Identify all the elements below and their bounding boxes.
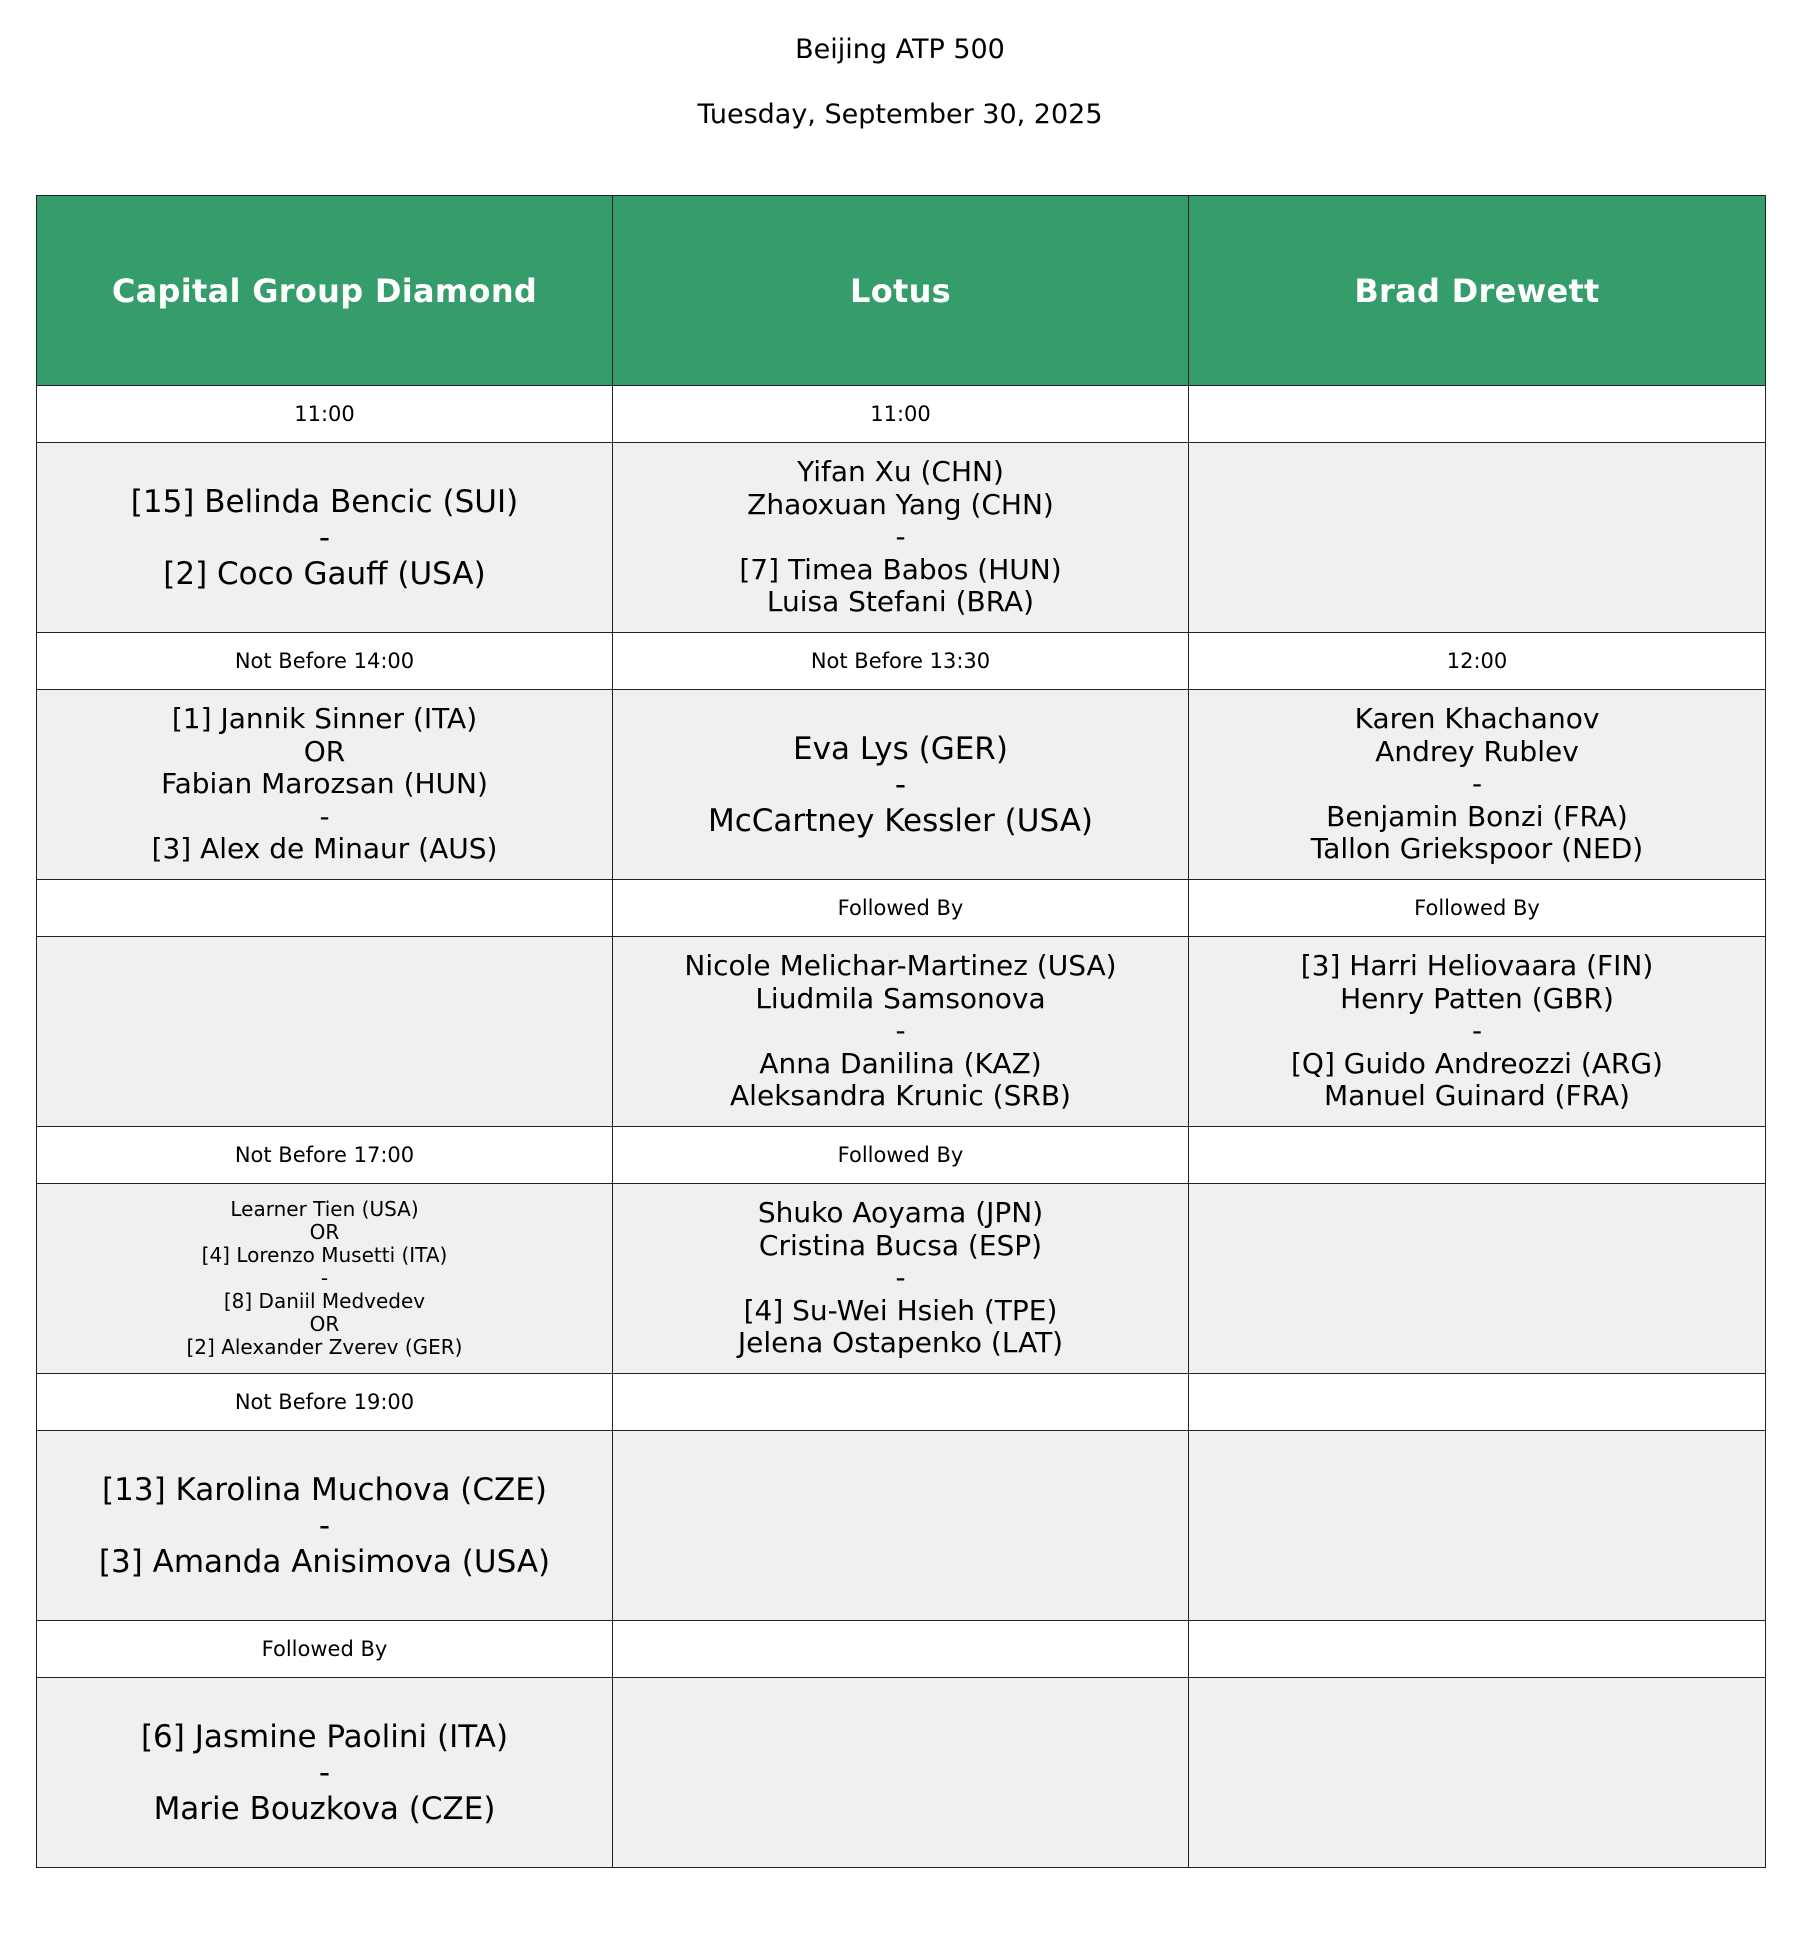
- player-entry: Luisa Stefani (BRA): [766, 585, 1035, 619]
- match-cell: [37, 443, 613, 633]
- player-entry: Zhaoxuan Yang (CHN): [747, 487, 1054, 521]
- versus-separator: -: [1471, 1014, 1483, 1048]
- player-entry: Aleksandra Krunic (SRB): [730, 1079, 1071, 1113]
- versus-separator: -: [320, 1266, 329, 1290]
- match-row: [37, 1678, 1766, 1868]
- time-row: [37, 386, 1766, 443]
- match-time: Not Before 13:30: [613, 633, 1189, 690]
- match-cell: [1189, 443, 1766, 633]
- versus-separator: -: [1471, 767, 1483, 801]
- order-of-play-table: [36, 195, 1766, 1868]
- player-entry: Manuel Guinard (FRA): [1324, 1079, 1630, 1113]
- player-entry: [1] Jannik Sinner (ITA): [171, 702, 478, 736]
- court-header: Brad Drewett: [1189, 196, 1766, 386]
- match-time: Not Before 17:00: [37, 1127, 613, 1184]
- match-time: [1189, 1621, 1766, 1678]
- versus-separator: -: [318, 519, 331, 556]
- match-cell: [37, 937, 613, 1127]
- versus-separator: -: [895, 520, 906, 554]
- match-time: [613, 1374, 1189, 1431]
- player-entry: [4] Lorenzo Musetti (ITA): [201, 1243, 448, 1267]
- player-entry: [4] Su-Wei Hsieh (TPE): [743, 1293, 1058, 1327]
- player-entry: McCartney Kessler (USA): [707, 802, 1094, 839]
- match-time: Followed By: [37, 1621, 613, 1678]
- player-entry: [8] Daniil Medvedev: [223, 1289, 426, 1313]
- schedule-date: Tuesday, September 30, 2025: [697, 99, 1103, 130]
- player-entry: Fabian Marozsan (HUN): [161, 767, 488, 801]
- match-cell: [1189, 937, 1766, 1127]
- player-entry: Henry Patten (GBR): [1340, 981, 1614, 1015]
- player-entry: [15] Belinda Bencic (SUI): [130, 483, 519, 520]
- match-time: Not Before 14:00: [37, 633, 613, 690]
- court-header: Lotus: [613, 196, 1189, 386]
- match-time: Not Before 19:00: [37, 1374, 613, 1431]
- player-entry: [3] Alex de Minaur (AUS): [151, 832, 498, 866]
- match-cell: [37, 690, 613, 880]
- match-time: Followed By: [613, 880, 1189, 937]
- tournament-title: Beijing ATP 500: [795, 34, 1005, 65]
- match-cell: [613, 937, 1189, 1127]
- player-entry: Learner Tien (USA): [230, 1197, 419, 1221]
- or-separator: OR: [309, 1312, 340, 1336]
- court-header: Capital Group Diamond: [37, 196, 613, 386]
- match-time: Followed By: [613, 1127, 1189, 1184]
- player-entry: [7] Timea Babos (HUN): [739, 552, 1062, 586]
- match-cell: [1189, 690, 1766, 880]
- player-entry: Yifan Xu (CHN): [797, 455, 1004, 489]
- player-entry: [Q] Guido Andreozzi (ARG): [1291, 1046, 1663, 1080]
- match-cell: [1189, 1184, 1766, 1374]
- player-entry: Marie Bouzkova (CZE): [153, 1790, 496, 1827]
- player-entry: [3] Harri Heliovaara (FIN): [1300, 949, 1654, 983]
- player-entry: Eva Lys (GER): [793, 730, 1008, 767]
- or-separator: OR: [309, 1220, 340, 1244]
- player-entry: [2] Alexander Zverev (GER): [186, 1335, 463, 1359]
- player-entry: Andrey Rublev: [1375, 734, 1579, 768]
- match-time: 12:00: [1189, 633, 1766, 690]
- match-row: [37, 937, 1766, 1127]
- match-time: [613, 1621, 1189, 1678]
- player-entry: Jelena Ostapenko (LAT): [737, 1326, 1064, 1360]
- match-time: Followed By: [1189, 880, 1766, 937]
- match-cell: [1189, 1678, 1766, 1868]
- player-entry: [6] Jasmine Paolini (ITA): [140, 1718, 509, 1755]
- match-time: [1189, 1374, 1766, 1431]
- match-time: 11:00: [37, 386, 613, 443]
- versus-separator: -: [319, 799, 330, 833]
- schedule-body: [37, 386, 1766, 1868]
- player-entry: [2] Coco Gauff (USA): [163, 555, 486, 592]
- player-entry: [13] Karolina Muchova (CZE): [102, 1471, 547, 1508]
- or-separator: OR: [303, 734, 346, 768]
- versus-separator: -: [895, 1014, 906, 1048]
- match-cell: [613, 690, 1189, 880]
- player-entry: Cristina Bucsa (ESP): [758, 1228, 1043, 1262]
- match-cell: [1189, 1431, 1766, 1621]
- time-row: [37, 1621, 1766, 1678]
- match-row: [37, 690, 1766, 880]
- player-entry: Shuko Aoyama (JPN): [757, 1196, 1044, 1230]
- player-entry: Nicole Melichar-Martinez (USA): [684, 949, 1117, 983]
- versus-separator: -: [318, 1754, 331, 1791]
- match-time: [37, 880, 613, 937]
- match-time: [1189, 386, 1766, 443]
- time-row: [37, 633, 1766, 690]
- time-row: [37, 1127, 1766, 1184]
- match-cell: [37, 1184, 613, 1374]
- player-entry: Liudmila Samsonova: [755, 981, 1046, 1015]
- match-cell: [613, 443, 1189, 633]
- player-entry: Karen Khachanov: [1354, 702, 1600, 736]
- match-cell: [37, 1431, 613, 1621]
- court-header-row: [37, 196, 1766, 386]
- versus-separator: -: [895, 1261, 906, 1295]
- match-row: [37, 1431, 1766, 1621]
- player-entry: Anna Danilina (KAZ): [759, 1046, 1042, 1080]
- match-cell: [613, 1678, 1189, 1868]
- match-cell: [37, 1678, 613, 1868]
- player-entry: Benjamin Bonzi (FRA): [1326, 799, 1628, 833]
- match-row: [37, 1184, 1766, 1374]
- time-row: [37, 1374, 1766, 1431]
- match-cell: [613, 1431, 1189, 1621]
- match-time: 11:00: [613, 386, 1189, 443]
- match-time: [1189, 1127, 1766, 1184]
- player-entry: Tallon Griekspoor (NED): [1310, 832, 1644, 866]
- time-row: [37, 880, 1766, 937]
- match-cell: [613, 1184, 1189, 1374]
- versus-separator: -: [318, 1507, 331, 1544]
- match-row: [37, 443, 1766, 633]
- player-entry: [3] Amanda Anisimova (USA): [98, 1543, 551, 1580]
- versus-separator: -: [894, 766, 907, 803]
